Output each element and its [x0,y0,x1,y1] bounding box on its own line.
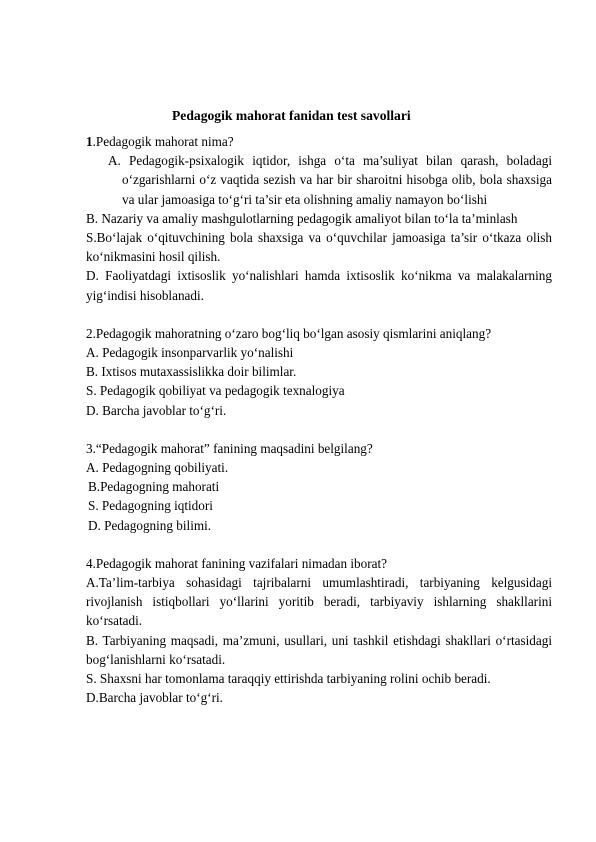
spacer [86,305,552,324]
option-c: S. Shaxsni har tomonlama taraqqiy ettirishda tarbiyaning rolini ochib beradi. [86,671,491,687]
question-text: 1.Pedagogik mahorat nima? [86,134,234,149]
option-a: A. Pedagogik-psixalogik iqtidor, ishga o‘ta ma’suliyat bilan qarash, boladagi o‘zgarishlarni o‘z vaqtida sezish va har bir sharoitni hisobga olib, bola shaxsiga va ular jamoasiga to‘g‘ri ta’sir eta olishning amaliy namayon bo‘lishi [108,153,552,207]
option-b: B.Pedagogning mahorati [88,479,220,495]
question-text: 2.Pedagogik mahoratning o‘zaro bog‘liq bo‘lgan asosiy qismlarini aniqlang? [86,325,492,341]
question-text: 4.Pedagogik mahorat fanining vazifalari nimadan iborat? [86,555,388,571]
option-c: S. Pedagogik qobiliyat va pedagogik texnalogiya [86,383,345,399]
option-c: S. Pedagogning iqtidori [88,498,213,514]
option-d: D. Barcha javoblar to‘g‘ri. [86,402,227,418]
option-a: A. Pedagogning qobiliyati. [86,460,229,476]
option-a: A.Ta’lim-tarbiya sohasidagi tajribalarni umumlashtiradi, tarbiyaning kelgusidagi rivojlanish istiqbollari yo‘llarini yoritib beradi, tarbiyaviy ishlarning shakllarini ko‘rsatadi. [86,575,552,629]
question-2 [86,324,552,420]
option-b: B. Tarbiyaning maqsadi, ma’zmuni, usullari, uni tashkil etishdagi shakllari o‘rtasidagi bog‘lanishlarni ko‘rsatadi. [86,632,552,667]
option-b: B. Ixtisos mutaxassislikka doir bilimlar. [86,364,297,380]
option-a: A. Pedagogik insonparvarlik yo‘nalishi [86,345,294,361]
option-c: S.Bo‘lajak o‘qituvchining bola shaxsiga va o‘quvchilar jamoasiga ta’sir o‘tkaza olish ko‘nikmasini hosil qilish. [86,230,552,265]
question-4 [86,554,552,708]
option-d: D. Faoliyatdagi ixtisoslik yo‘nalishlari hamda ixtisoslik ko‘nikma va malakalarning yig‘indisi hisoblanadi. [86,268,552,303]
question-1 [86,132,552,305]
document-title: Pedagogik mahorat fanidan test savollari [172,108,411,123]
question-3 [86,439,552,535]
question-list [86,132,552,707]
question-text: 3.“Pedagogik mahorat” fanining maqsadini belgilang? [86,440,373,456]
question-number: 1 [86,134,93,149]
spacer [86,535,552,554]
option-d: D. Pedagogning bilimi. [88,517,212,533]
spacer [86,420,552,439]
option-b: B. Nazariy va amaliy mashgulotlarning pedagogik amaliyot bilan to‘la ta’minlash [86,210,518,226]
option-d: D.Barcha javoblar to‘g‘ri. [86,690,223,706]
